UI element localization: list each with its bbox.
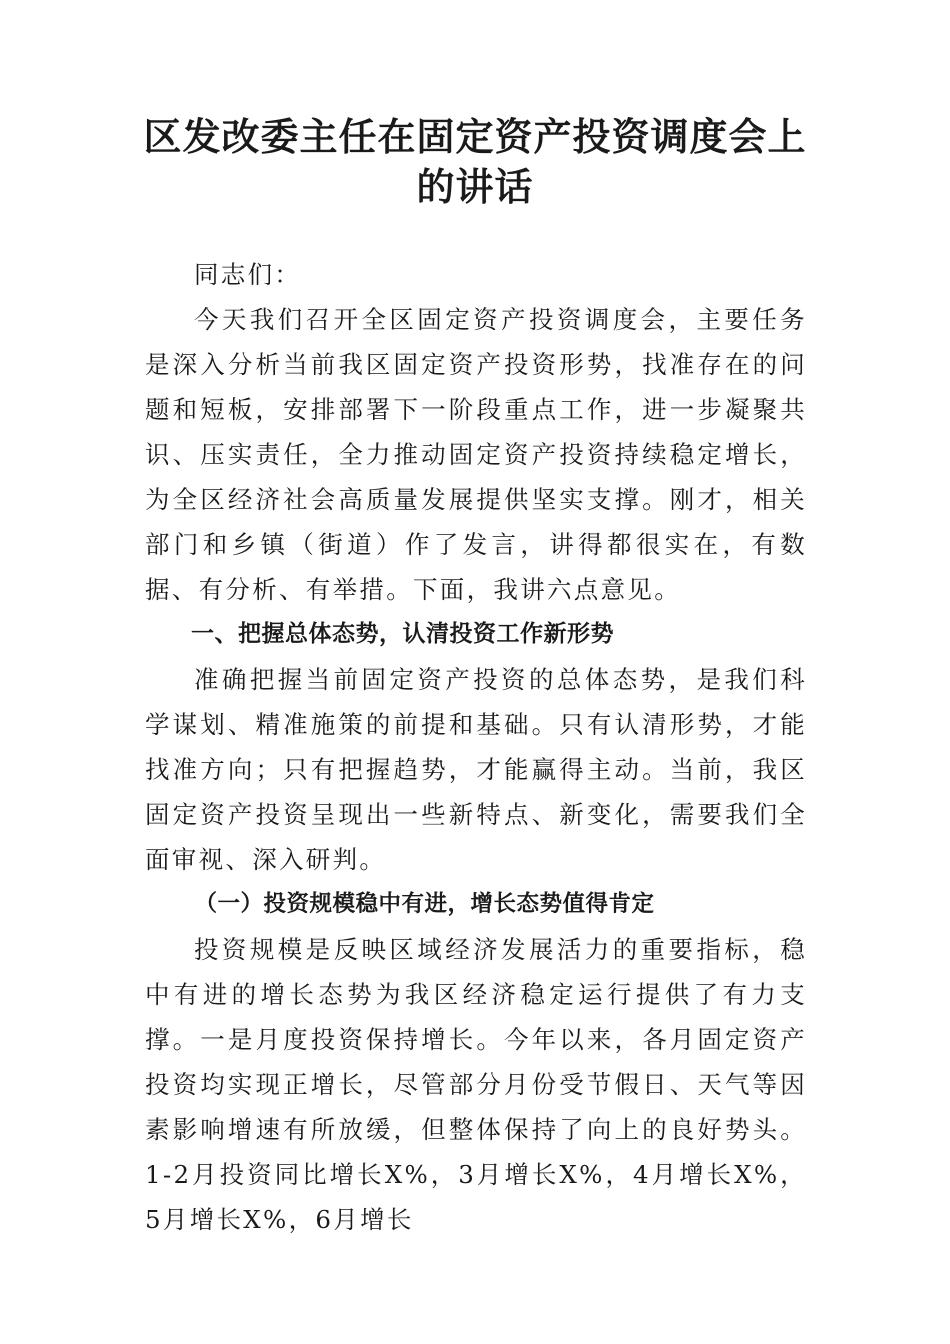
section-paragraph: 准确把握当前固定资产投资的总体态势，是我们科学谋划、精准施策的前提和基础。只有认清形势，才能找准方向；只有把握趋势，才能赢得主动。当前，我区固定资产投资呈现出一些新特点、新变化，需要我们全面审视、深入研判。 xyxy=(145,665,807,874)
subsection-heading: （一）投资规模稳中有进，增长态势值得肯定 xyxy=(194,891,655,917)
subsection-paragraph: 投资规模是反映区域经济发展活力的重要指标，稳中有进的增长态势为我区经济稳定运行提供了有力支撑。一是月度投资保持增长。今年以来，各月固定资产投资均实现正增长，尽管部分月份受节假日、天气等因素影响增速有所放缓，但整体保持了向上的良好势头。1-2月投资同比增长X%，3月增长X%，4月增长X%，5月增长X%，6月增长 xyxy=(145,935,807,1234)
intro-paragraph: 今天我们召开全区固定资产投资调度会，主要任务是深入分析当前我区固定资产投资形势，找准存在的问题和短板，安排部署下一阶段重点工作，进一步凝聚共识、压实责任，全力推动固定资产投资持续稳定增长，为全区经济社会高质量发展提供坚实支撑。刚才，相关部门和乡镇（街道）作了发言，讲得都很实在，有数据、有分析、有举措。下面，我讲六点意见。 xyxy=(145,305,807,604)
salutation: 同志们： xyxy=(194,260,302,289)
document-body xyxy=(145,252,807,1242)
document-title: 区发改委主任在固定资产投资调度会上的讲话 xyxy=(143,114,807,209)
section-heading: 一、把握总体态势，认清投资工作新形势 xyxy=(191,621,614,647)
